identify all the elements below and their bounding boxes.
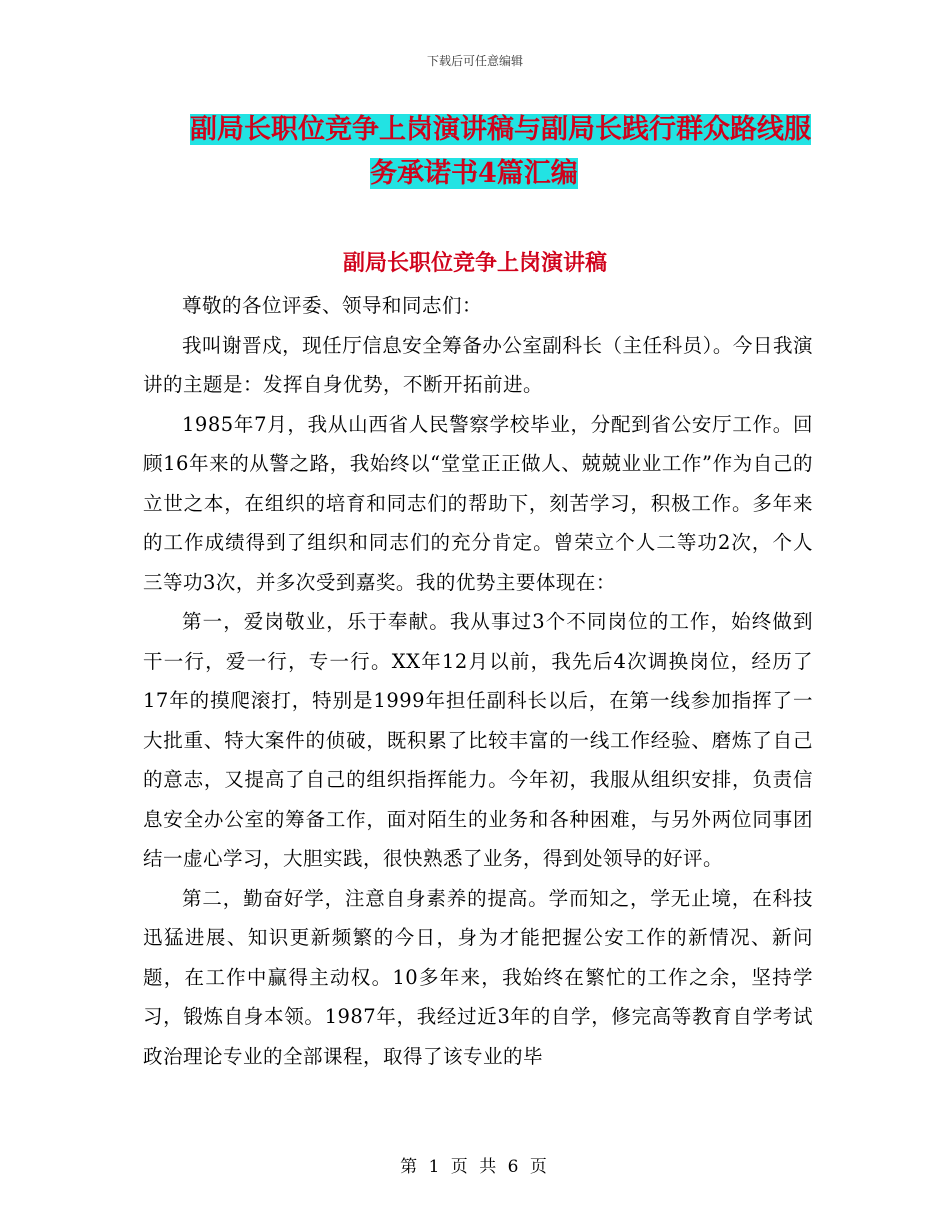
paragraph: 1985年7月，我从山西省人民警察学校毕业，分配到省公安厅工作。回顾16年来的从警之路，我始终以“堂堂正正做人、兢兢业业工作”作为自己的立世之本，在组织的培育和同志们的帮助下，刻苦学习，积极工作。多年来的工作成绩得到了组织和同志们的充分肯定。曾荣立个人二等功2次，个人三等功3次，并多次受到嘉奖。我的优势主要体现在：: [143, 412, 813, 594]
paragraph: 第一，爱岗敬业，乐于奉献。我从事过3个不同岗位的工作，始终做到干一行，爱一行，专一行。XX年12月以前，我先后4次调换岗位，经历了17年的摸爬滚打，特别是1999年担任副科长以后，在第一线参加指挥了一大批重、特大案件的侦破，既积累了比较丰富的一线工作经验、磨炼了自己的意志，又提高了自己的组织指挥能力。今年初，我服从组织安排，负责信息安全办公室的筹备工作，面对陌生的业务和各种困难，与另外两位同事团结一虚心学习，大胆实践，很快熟悉了业务，得到处领导的好评。: [143, 610, 813, 870]
page-footer: 第 1 页 共 6 页: [400, 1157, 550, 1177]
document-title-line-2: 务承诺书4篇汇编: [370, 158, 578, 189]
paragraph: 我叫谢晋戍，现任厅信息安全筹备办公室副科长（主任科员）。今日我演讲的主题是：发挥自身优势，不断开拓前进。: [143, 333, 813, 396]
paragraph: 第二，勤奋好学，注意自身素养的提高。学而知之，学无止境，在科技迅猛进展、知识更新频繁的今日，身为才能把握公安工作的新情况、新问题，在工作中赢得主动权。10多年来，我始终在繁忙的工作之余，坚持学习，锻炼自身本领。1987年，我经过近3年的自学，修完高等教育自学考试政治理论专业的全部课程，取得了该专业的毕: [143, 886, 813, 1068]
document-title: [190, 108, 830, 196]
section-title: 副局长职位竞争上岗演讲稿: [342, 250, 607, 276]
header-note: 下载后可任意编辑: [426, 54, 523, 68]
paragraph: 尊敬的各位评委、领导和同志们：: [182, 294, 483, 317]
document-body: [143, 286, 813, 1076]
document-title-line-1: 副局长职位竞争上岗演讲稿与副局长践行群众路线服: [190, 114, 811, 145]
